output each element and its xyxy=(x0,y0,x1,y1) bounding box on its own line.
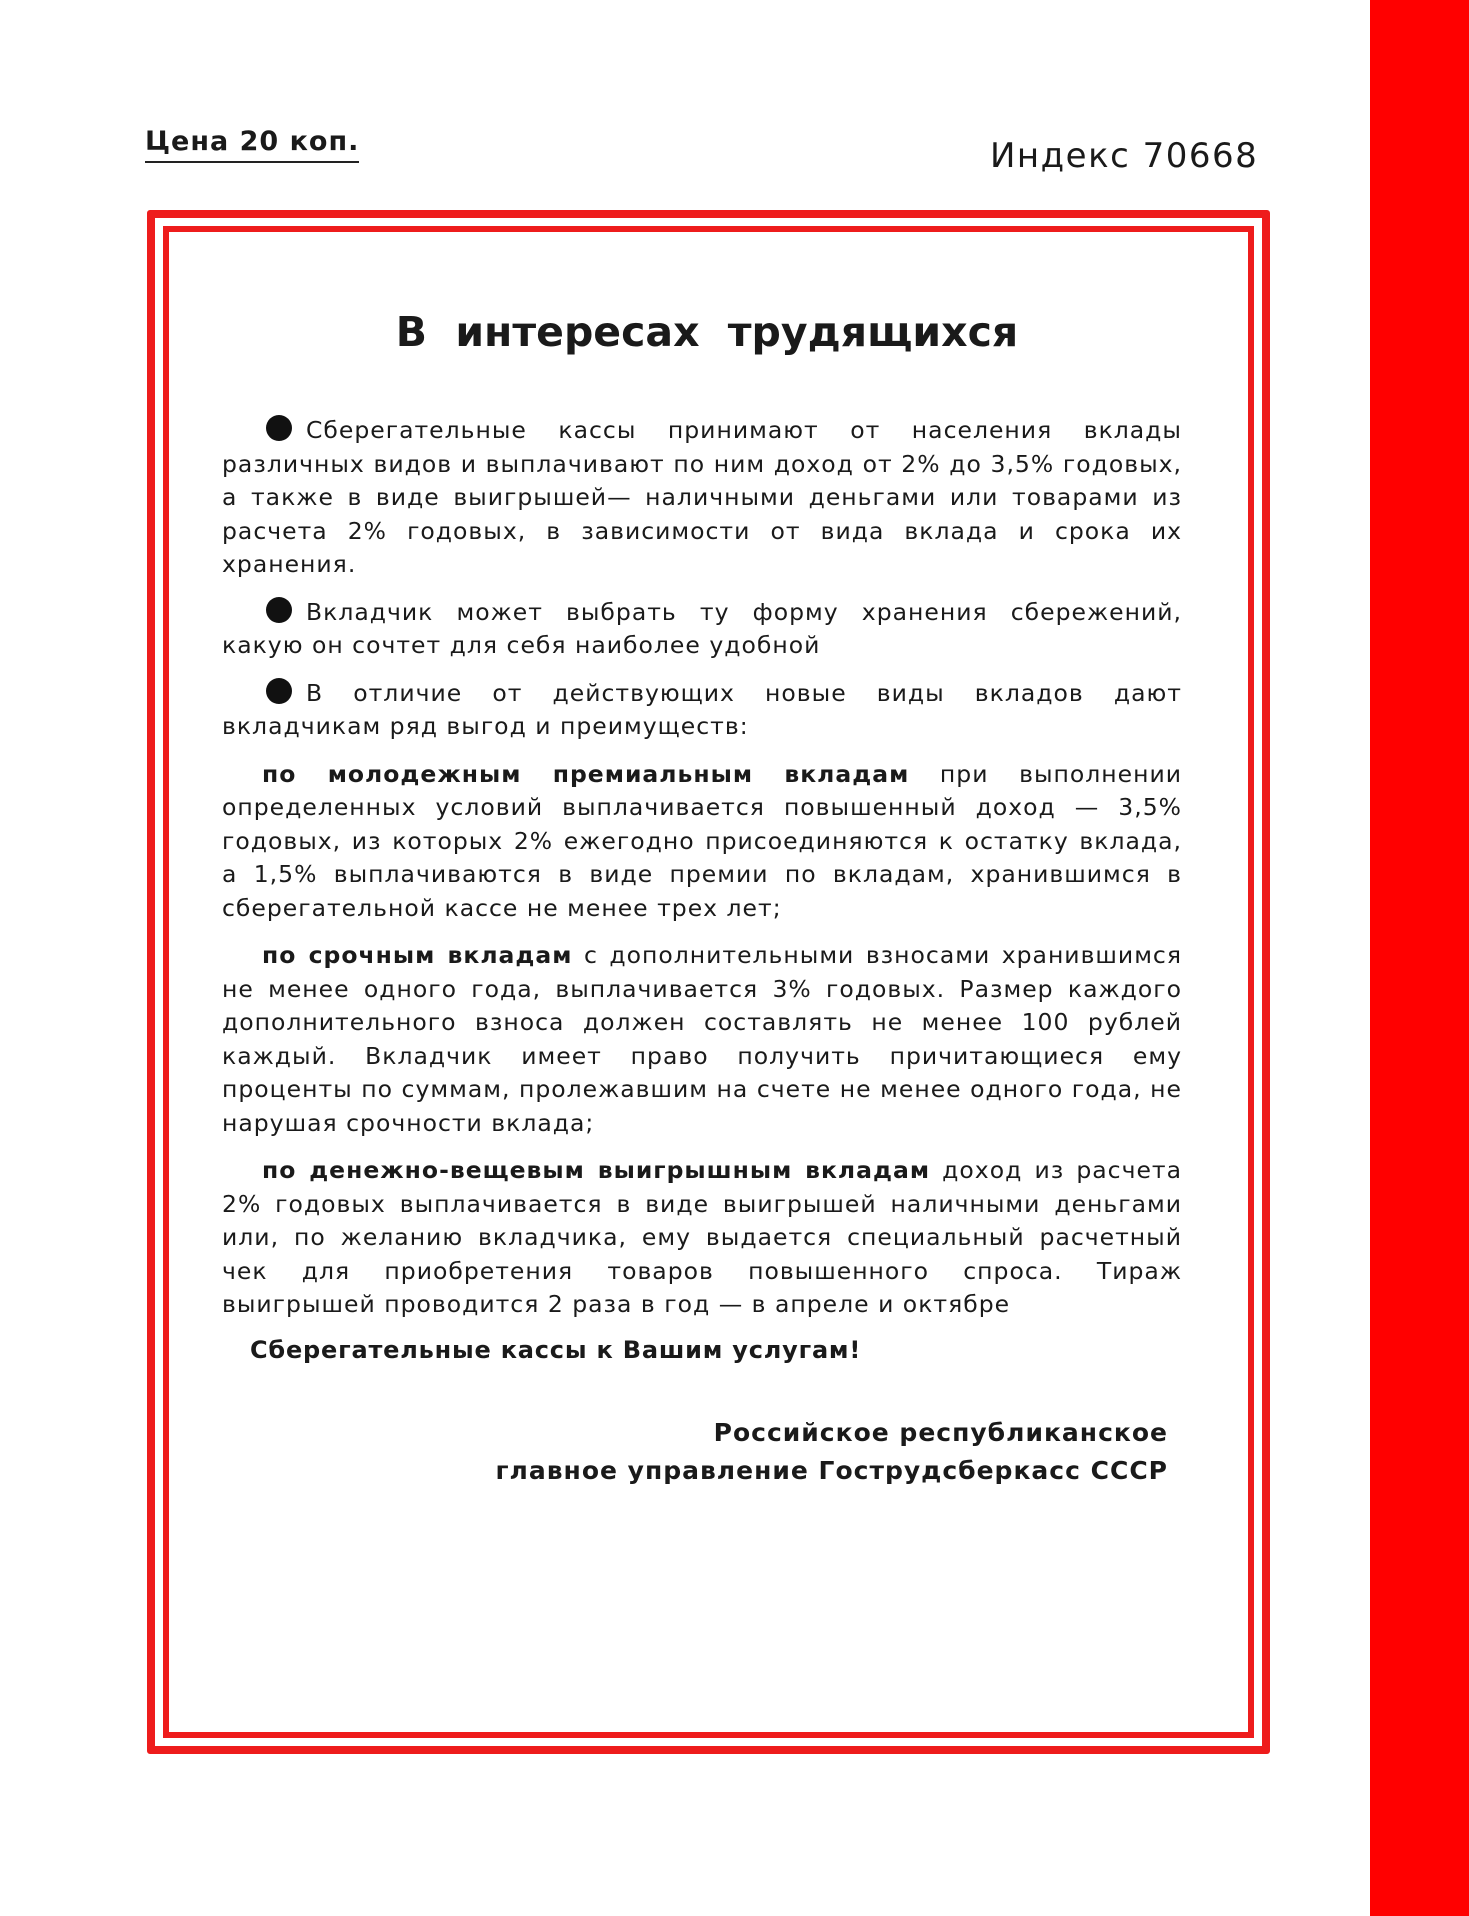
red-side-strip xyxy=(1370,0,1469,1916)
lottery-deposits-text: доход из расчета 2% годовых выплачивается в виде выигрышей наличными деньгами или, по желанию вкладчика, ему выдается специальный расчетный чек для приобретения товаров повышенного спроса. Тираж выигрышей проводится 2 раза в год — в апреле и октябре xyxy=(222,1156,1182,1318)
paragraph-youth-deposits xyxy=(222,758,1182,926)
paragraph-1 xyxy=(222,414,1182,582)
paragraph-lottery-deposits xyxy=(222,1154,1182,1322)
bullet-icon xyxy=(266,415,292,441)
paragraph-1-text: Сберегательные кассы принимают от населения вклады различных видов и выплачивают по ним доход от 2% до 3,5% годовых, а также в виде выигрышей— наличными деньгами или товарами из расчета 2% годовых, в зависимости от вида вклада и срока их хранения. xyxy=(222,416,1182,578)
lottery-deposits-heading: по денежно-вещевым выигрышным вкладам xyxy=(262,1156,931,1184)
paragraph-2-text: Вкладчик может выбрать ту форму хранения сбережений, какую он сочтет для себя наиболее удобной xyxy=(222,597,1182,659)
youth-deposits-heading: по молодежным премиальным вкладам xyxy=(262,759,910,788)
term-deposits-text: с дополнительными взносами хранившимся не менее одного года, выплачивается 3% годовых. Размер каждого дополнительного взноса должен составлять не менее 100 рублей каждый. Вкладчик имеет право получить причитающиеся ему проценты по суммам, пролежавшим на счете не менее одного года, не нарушая срочности вклада; xyxy=(222,941,1182,1137)
paragraph-2 xyxy=(222,596,1182,663)
slogan: Сберегательные кассы к Вашим услугам! xyxy=(250,1335,862,1364)
notice-body xyxy=(222,300,1182,1490)
term-deposits-heading: по срочным вкладам xyxy=(262,941,573,969)
bullet-icon xyxy=(266,597,292,623)
signature-line-1: Российское республиканское xyxy=(713,1417,1168,1447)
youth-deposits-text: при выполнении определенных условий выплачивается повышенный доход — 3,5% годовых, из которых 2% ежегодно присоединяются к остатку вклада, а 1,5% выплачиваются в виде премии по вкладам, хранившимся в сберегательной кассе не менее трех лет; xyxy=(222,759,1182,922)
paragraph-3 xyxy=(222,677,1182,744)
notice-title: В интересах трудящихся xyxy=(395,308,1019,356)
signature-block xyxy=(222,1414,1168,1490)
index-label: Индекс 70668 xyxy=(990,136,1259,176)
price-label: Цена 20 коп. xyxy=(145,126,359,163)
paragraph-term-deposits xyxy=(222,939,1182,1140)
bullet-icon xyxy=(266,678,292,704)
signature-line-2: главное управление Гострудсберкасс СССР xyxy=(495,1455,1168,1485)
paragraph-3-text: В отличие от действующих новые виды вкладов дают вкладчикам ряд выгод и преимуществ: xyxy=(222,678,1182,740)
